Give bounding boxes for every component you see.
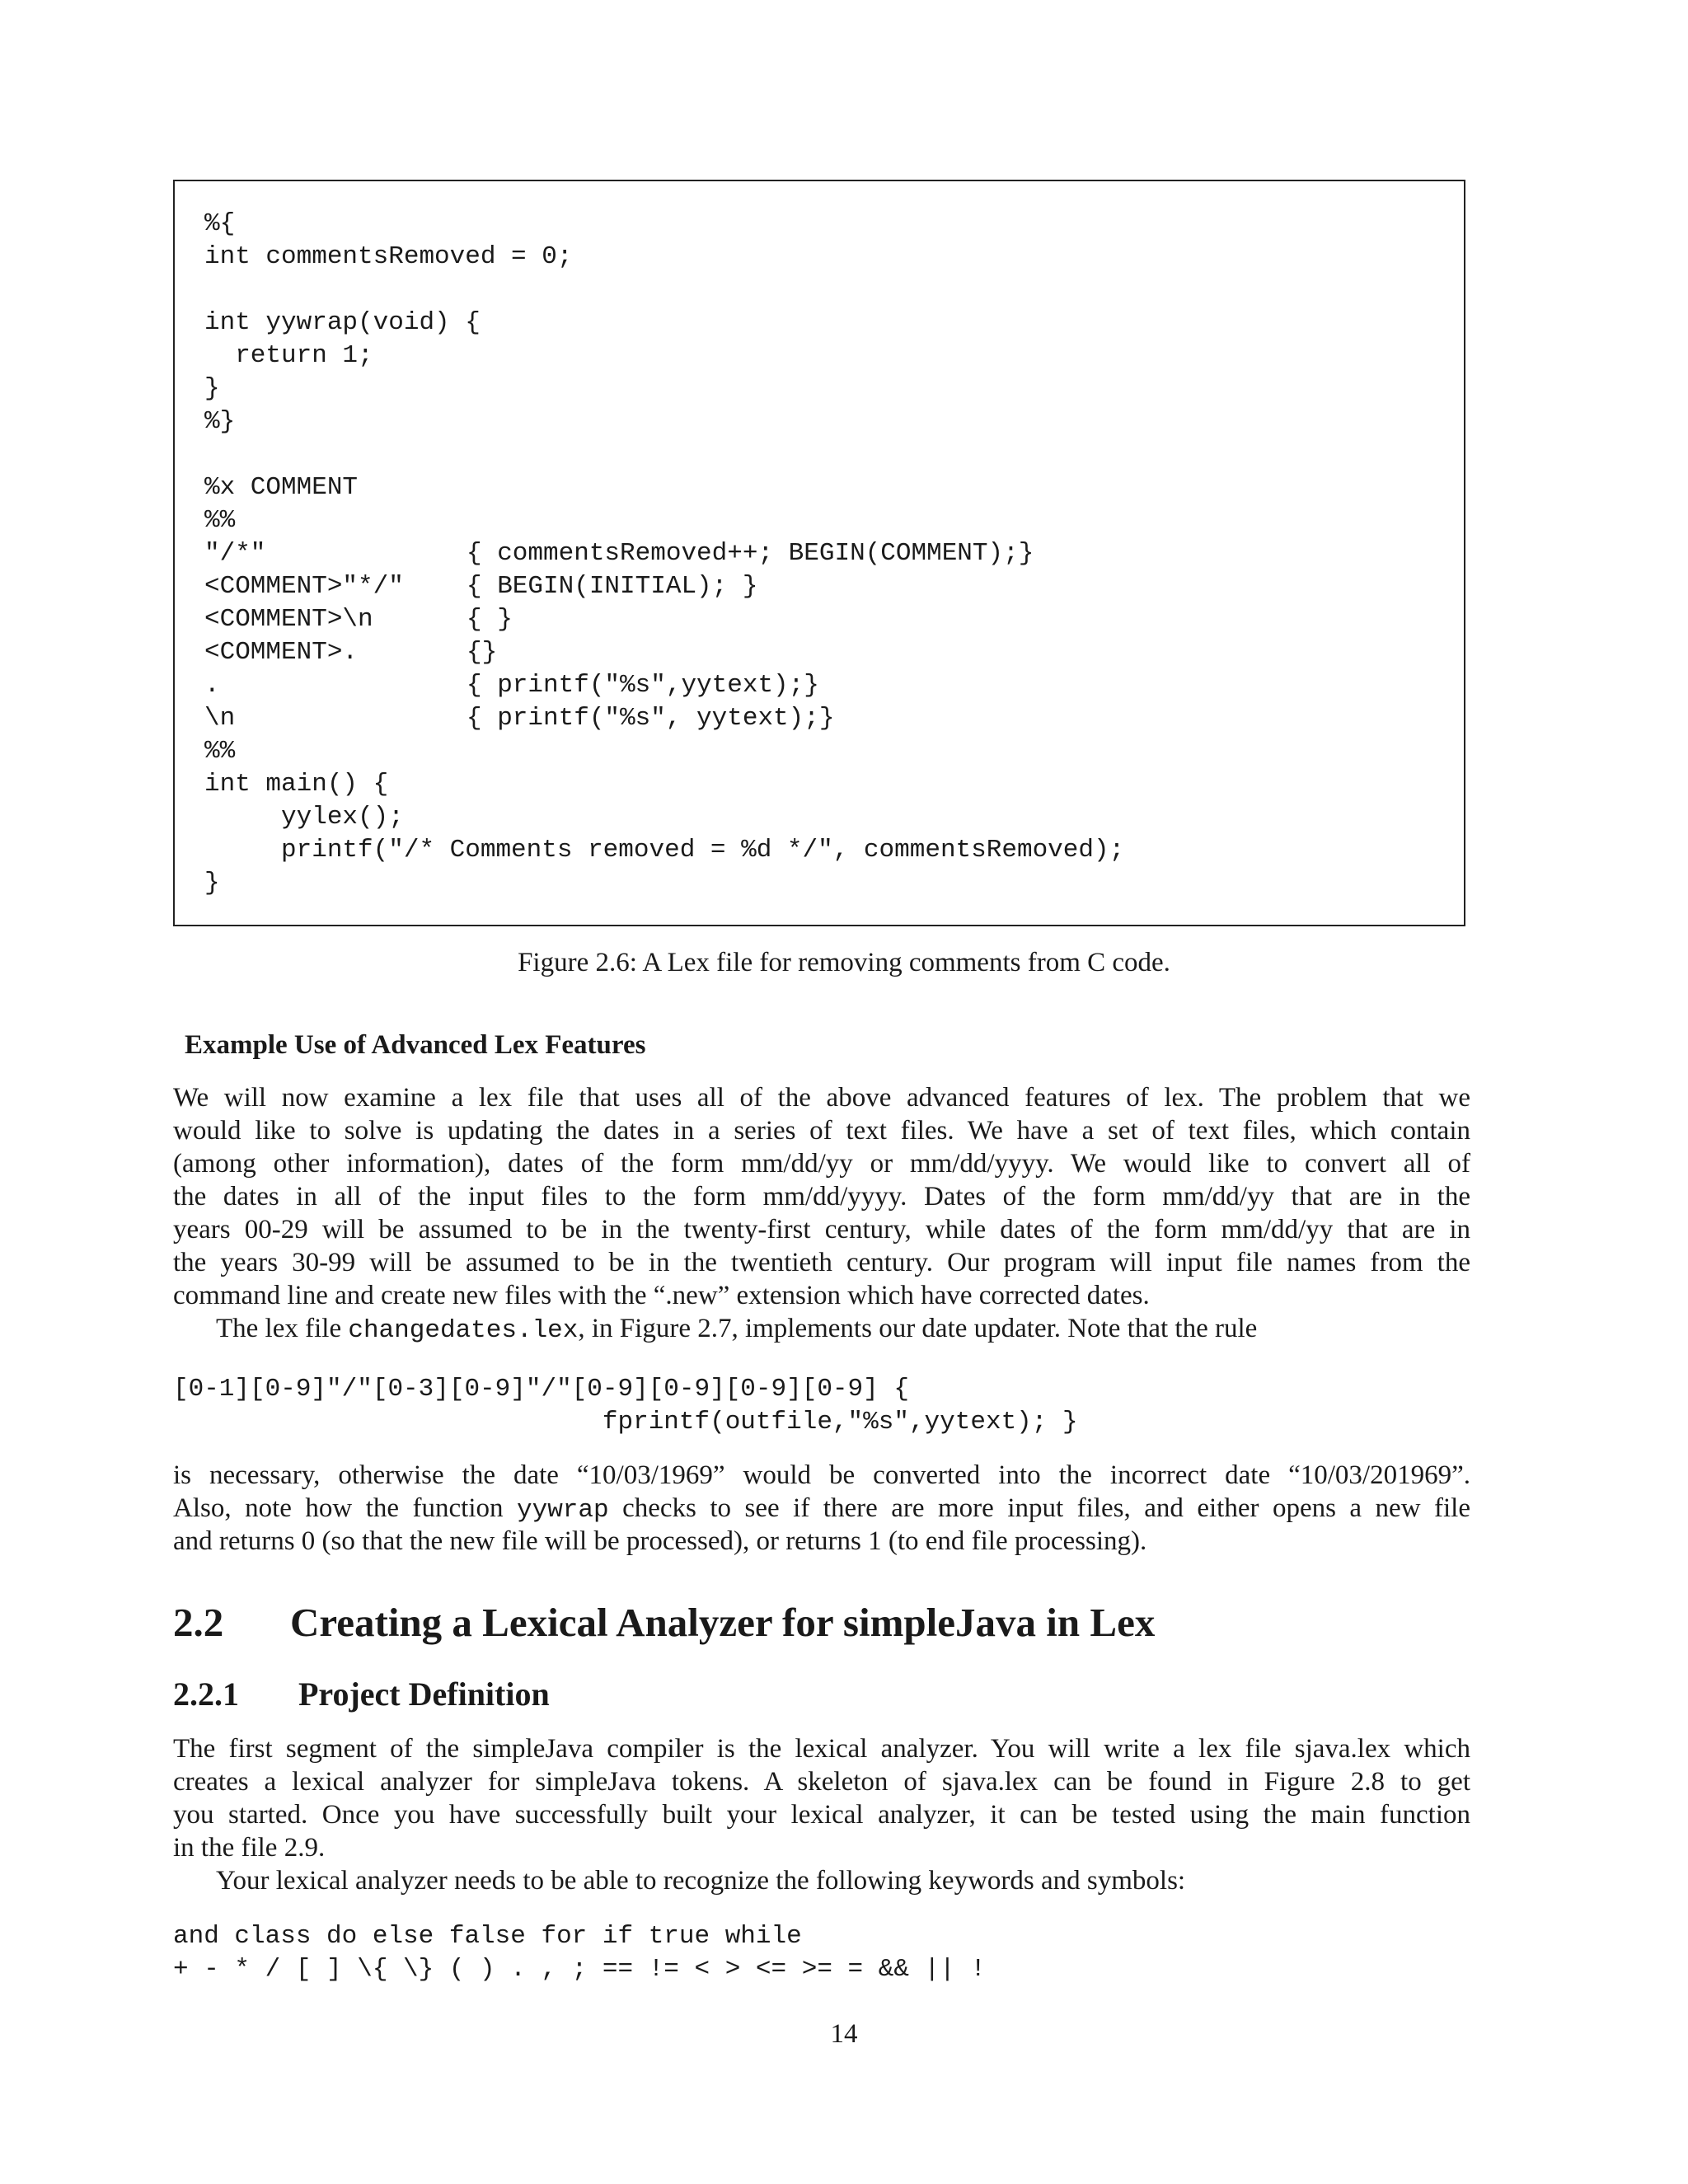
code-line: [204, 735, 1124, 768]
page-number: 14: [830, 2019, 858, 2049]
code-line: [204, 438, 1124, 471]
code-text: %%: [204, 737, 236, 766]
code-text: int main() {: [204, 770, 389, 799]
code-action: { printf("%s",yytext);}: [467, 671, 819, 700]
code-action: { printf("%s", yytext);}: [467, 704, 835, 733]
code-line: [204, 702, 1124, 735]
code-line: [0-1][0-9]"/"[0-3][0-9]"/"[0-9][0-9][0-9][0-9] {: [173, 1375, 909, 1404]
code-line: [204, 801, 1124, 834]
code-text: int yywrap(void) {: [204, 308, 481, 337]
text-line-changedates: The lex file changedates.lex, in Figure 2.7, implements our date updater. Note that the rule: [216, 1314, 1258, 1345]
code-line: [204, 570, 1124, 603]
paragraph-rule-explanation: [173, 1459, 1470, 1558]
subheading-advanced-lex: Example Use of Advanced Lex Features: [185, 1030, 646, 1060]
lex-code-listing: [204, 208, 1124, 900]
code-text: }: [204, 374, 220, 403]
text-line: is necessary, otherwise the date “10/03/1969” would be converted into the incorrect date “10/03/201969”.: [173, 1460, 1470, 1490]
code-line: [204, 867, 1124, 900]
code-line: [204, 274, 1124, 307]
code-text: %{: [204, 209, 236, 238]
code-line: [204, 373, 1124, 405]
code-line: [204, 307, 1124, 340]
code-text: int commentsRemoved = 0;: [204, 242, 573, 271]
text-line-yywrap: Also, note how the function yywrap checks to see if there are more input files, and either opens a new file: [173, 1493, 1470, 1525]
symbols-line: + - * / [ ] \{ \} ( ) . , ; == != < > <= >= = && || !: [173, 1955, 986, 1984]
code-line: [204, 504, 1124, 537]
code-pattern: \n: [204, 704, 236, 733]
code-line: [204, 768, 1124, 801]
text-line: and returns 0 (so that the new file will be processed), or returns 1 (to end file processing).: [173, 1526, 1147, 1556]
text-line: years 00-29 will be assumed to be in the twenty-first century, while dates of the form mm/dd/yy that are in: [173, 1215, 1470, 1244]
code-line: [204, 537, 1124, 570]
section-title: Creating a Lexical Analyzer for simpleJava in Lex: [290, 1600, 1156, 1645]
keywords-line: and class do else false for if true while: [173, 1922, 802, 1951]
text-line: you started. Once you have successfully built your lexical analyzer, it can be tested using the main function: [173, 1800, 1470, 1830]
inline-code-yywrap: yywrap: [516, 1496, 609, 1525]
text-line: We will now examine a lex file that uses all of the above advanced features of lex. The problem that we: [173, 1083, 1470, 1113]
code-line: [204, 471, 1124, 504]
code-text: return 1;: [204, 341, 373, 370]
text-line: Your lexical analyzer needs to be able to recognize the following keywords and symbols:: [216, 1866, 1186, 1896]
text-line: The first segment of the simpleJava compiler is the lexical analyzer. You will write a lex file sjava.lex which: [173, 1734, 1470, 1764]
code-line: [204, 405, 1124, 438]
code-action: {}: [467, 638, 498, 667]
code-line: [204, 669, 1124, 702]
code-line: [204, 603, 1124, 636]
figure-code-box: [173, 180, 1465, 926]
code-line: [204, 208, 1124, 241]
text-line: would like to solve is updating the dates in a series of text files. We have a set of text files, which contain: [173, 1116, 1470, 1146]
text-line: command line and create new files with the “.new” extension which have corrected dates.: [173, 1281, 1150, 1310]
subsection-title: Project Definition: [298, 1675, 550, 1713]
code-line: [204, 340, 1124, 373]
figure-caption: Figure 2.6: A Lex file for removing comments from C code.: [518, 948, 1170, 977]
text-line: the dates in all of the input files to the form mm/dd/yyyy. Dates of the form mm/dd/yy that are in the: [173, 1182, 1470, 1212]
code-text: %}: [204, 407, 236, 436]
code-pattern: .: [204, 671, 220, 700]
section-heading: [173, 1599, 1155, 1646]
code-text: %x COMMENT: [204, 473, 359, 502]
code-action: { }: [467, 605, 513, 634]
date-rule-code: [173, 1373, 1078, 1439]
code-action: { BEGIN(INITIAL); }: [467, 572, 758, 601]
text-line: in the file 2.9.: [173, 1833, 326, 1863]
code-line: [204, 834, 1124, 867]
code-pattern: <COMMENT>.: [204, 638, 359, 667]
text-line: (among other information), dates of the form mm/dd/yy or mm/dd/yyyy. We would like to convert all of: [173, 1149, 1470, 1179]
inline-code-filename: changedates.lex: [348, 1316, 579, 1345]
subsection-number: 2.2.1: [173, 1675, 239, 1713]
paragraph-project-definition: [173, 1732, 1470, 1897]
code-pattern: <COMMENT>\n: [204, 605, 373, 634]
text-line: creates a lexical analyzer for simpleJava tokens. A skeleton of sjava.lex can be found in Figure 2.8 to get: [173, 1767, 1470, 1797]
code-pattern: "/*": [204, 539, 266, 568]
subsection-heading: [173, 1675, 550, 1713]
code-line: [204, 241, 1124, 274]
code-text: %%: [204, 506, 236, 535]
code-text: yylex();: [204, 803, 404, 832]
code-text: printf("/* Comments removed = %d */", commentsRemoved);: [204, 836, 1125, 865]
code-action: { commentsRemoved++; BEGIN(COMMENT);}: [467, 539, 1034, 568]
code-line: fprintf(outfile,"%s",yytext); }: [173, 1408, 1078, 1436]
text-line: the years 30-99 will be assumed to be in the twentieth century. Our program will input file names from the: [173, 1248, 1470, 1277]
code-pattern: <COMMENT>"*/": [204, 572, 404, 601]
paragraph-date-problem: [173, 1081, 1470, 1345]
section-number: 2.2: [173, 1600, 224, 1645]
code-line: [204, 636, 1124, 669]
code-text: }: [204, 869, 220, 898]
keywords-symbols-code: [173, 1920, 986, 1986]
